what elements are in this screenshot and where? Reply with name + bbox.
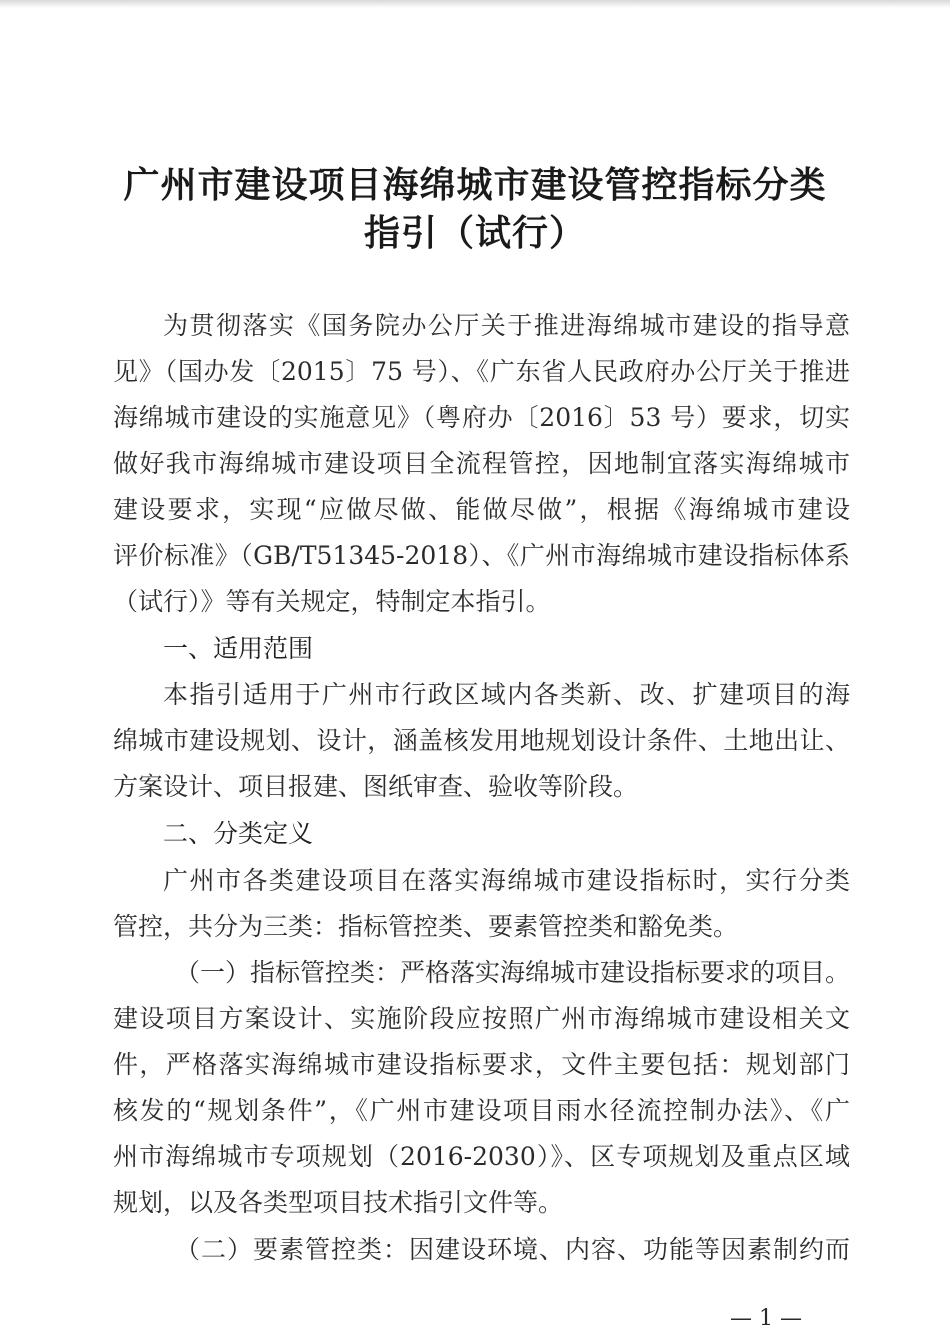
page-top-edge bbox=[0, 0, 950, 8]
section-heading-definition: 二、分类定义 bbox=[163, 819, 314, 848]
intro-line: 为贯彻落实《国务院办公厅关于推进海绵城市建设的指导意 bbox=[163, 311, 850, 340]
intro-line: （试行）》等有关规定，特制定本指引。 bbox=[113, 587, 551, 616]
page-number: — 1 — bbox=[730, 1306, 802, 1331]
document-title-line-2: 指引（试行） bbox=[363, 213, 586, 254]
intro-line: 见》（国办发〔2015〕75 号）、《广东省人民政府办公厅关于推进 bbox=[113, 357, 850, 386]
item2-line: （二）要素管控类：因建设环境、内容、功能等因素制约而 bbox=[175, 1235, 850, 1264]
section1-line: 本指引适用于广州市行政区域内各类新、改、扩建项目的海 bbox=[163, 680, 850, 709]
item1-line: （一）指标管控类：严格落实海绵城市建设指标要求的项目。 bbox=[175, 958, 851, 987]
item1-line: 件，严格落实海绵城市建设指标要求，文件主要包括：规划部门 bbox=[113, 1050, 850, 1079]
intro-line: 做好我市海绵城市建设项目全流程管控，因地制宜落实海绵城市 bbox=[113, 449, 850, 478]
document-title-line-1: 广州市建设项目海绵城市建设管控指标分类 bbox=[123, 165, 827, 206]
section2-line: 广州市各类建设项目在落实海绵城市建设指标时，实行分类 bbox=[163, 866, 850, 895]
section2-line: 管控，共分为三类：指标管控类、要素管控类和豁免类。 bbox=[113, 912, 739, 941]
item1-line: 核发的“规划条件”，《广州市建设项目雨水径流控制办法》、《广 bbox=[113, 1096, 850, 1125]
intro-line: 评价标准》（GB/T51345-2018）、《广州市海绵城市建设指标体系 bbox=[113, 541, 850, 570]
item1-line: 规划，以及各类型项目技术指引文件等。 bbox=[113, 1188, 564, 1217]
section-heading-scope: 一、适用范围 bbox=[163, 634, 314, 663]
intro-line: 海绵城市建设的实施意见》（粤府办〔2016〕53 号）要求，切实 bbox=[113, 403, 850, 432]
item1-line: 州市海绵城市专项规划（2016-2030）》、区专项规划及重点区域 bbox=[113, 1142, 850, 1171]
section1-line: 方案设计、项目报建、图纸审查、验收等阶段。 bbox=[113, 772, 639, 801]
item1-line: 建设项目方案设计、实施阶段应按照广州市海绵城市建设相关文 bbox=[113, 1004, 850, 1033]
section1-line: 绵城市建设规划、设计，涵盖核发用地规划设计条件、土地出让、 bbox=[113, 726, 850, 755]
intro-line: 建设要求，实现“应做尽做、能做尽做”，根据《海绵城市建设 bbox=[113, 495, 850, 524]
